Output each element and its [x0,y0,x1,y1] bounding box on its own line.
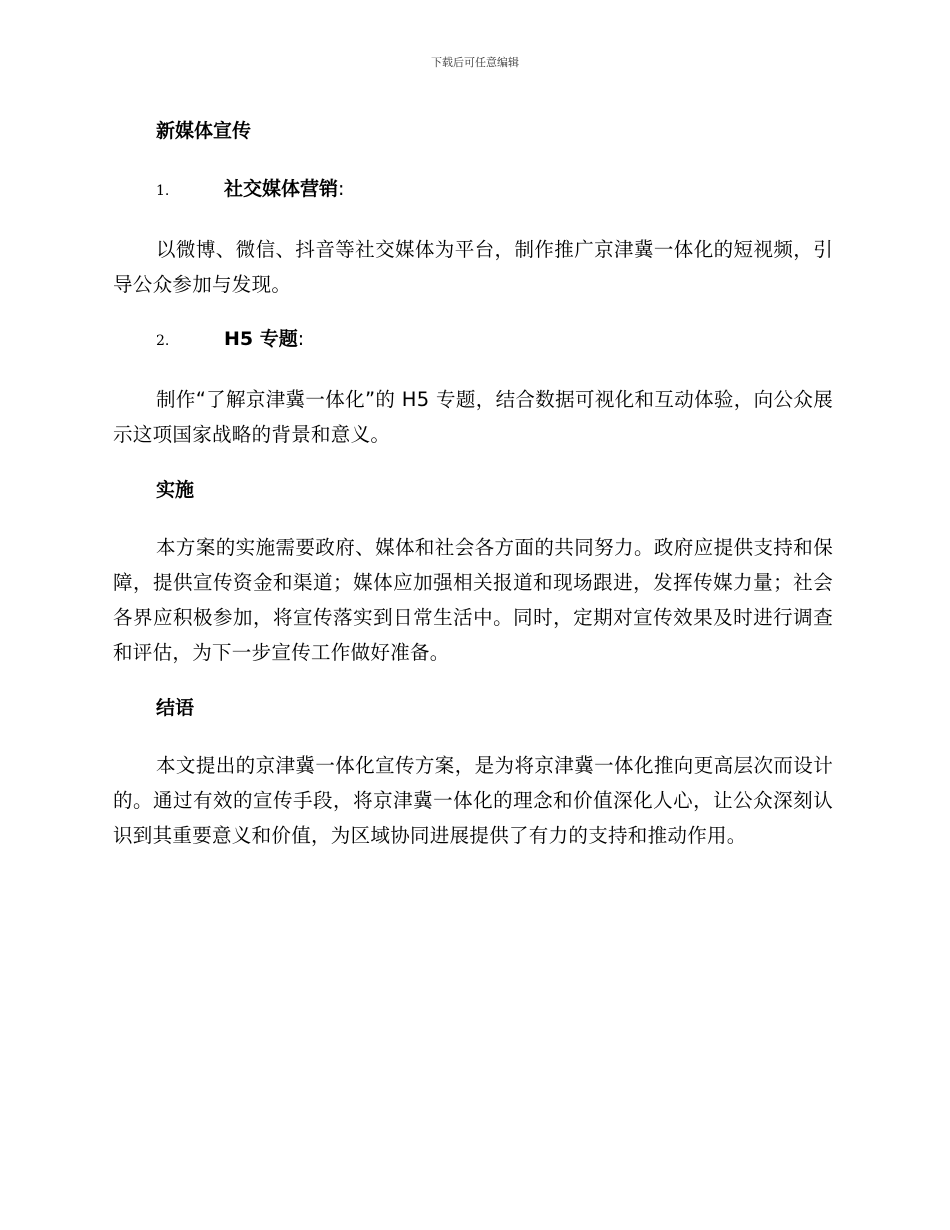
list-item-title: 社交媒体营销 [224,178,339,200]
document-body [113,112,833,853]
paragraph-conclusion: 本文提出的京津冀一体化宣传方案，是为将京津冀一体化推向更高层次而设计的。通过有效的宣传手段，将京津冀一体化的理念和价值深化人心，让公众深刻认识到其重要意义和价值，为区域协同进展提供了有力的支持和推动作用。 [113,754,833,847]
list-item-title: H5 专题 [224,328,298,350]
paragraph-social-media: 以微博、微信、抖音等社交媒体为平台，制作推广京津冀一体化的短视频，引导公众参加与发现。 [113,238,833,296]
section-heading-implementation: 实施 [156,479,195,501]
list-number: 1. [156,183,170,199]
list-number: 2. [156,333,170,349]
list-item-colon: : [297,328,305,350]
section-heading-new-media: 新媒体宣传 [156,120,252,142]
paragraph-h5: 制作“了解京津冀一体化”的 H5 专题，结合数据可视化和互动体验，向公众展示这项国家战略的背景和意义。 [113,388,833,446]
list-item-h5 [156,323,833,357]
page-header: 下载后可任意编辑 [431,56,519,69]
section-heading-conclusion: 结语 [156,697,195,719]
list-item-colon: : [338,178,345,200]
paragraph-implementation: 本方案的实施需要政府、媒体和社会各方面的共同努力。政府应提供支持和保障，提供宣传资金和渠道；媒体应加强相关报道和现场跟进，发挥传媒力量；社会各界应积极参加，将宣传落实到日常生活中。同时，定期对宣传效果及时进行调查和评估，为下一步宣传工作做好准备。 [113,536,833,664]
list-item-social-media [156,173,833,207]
